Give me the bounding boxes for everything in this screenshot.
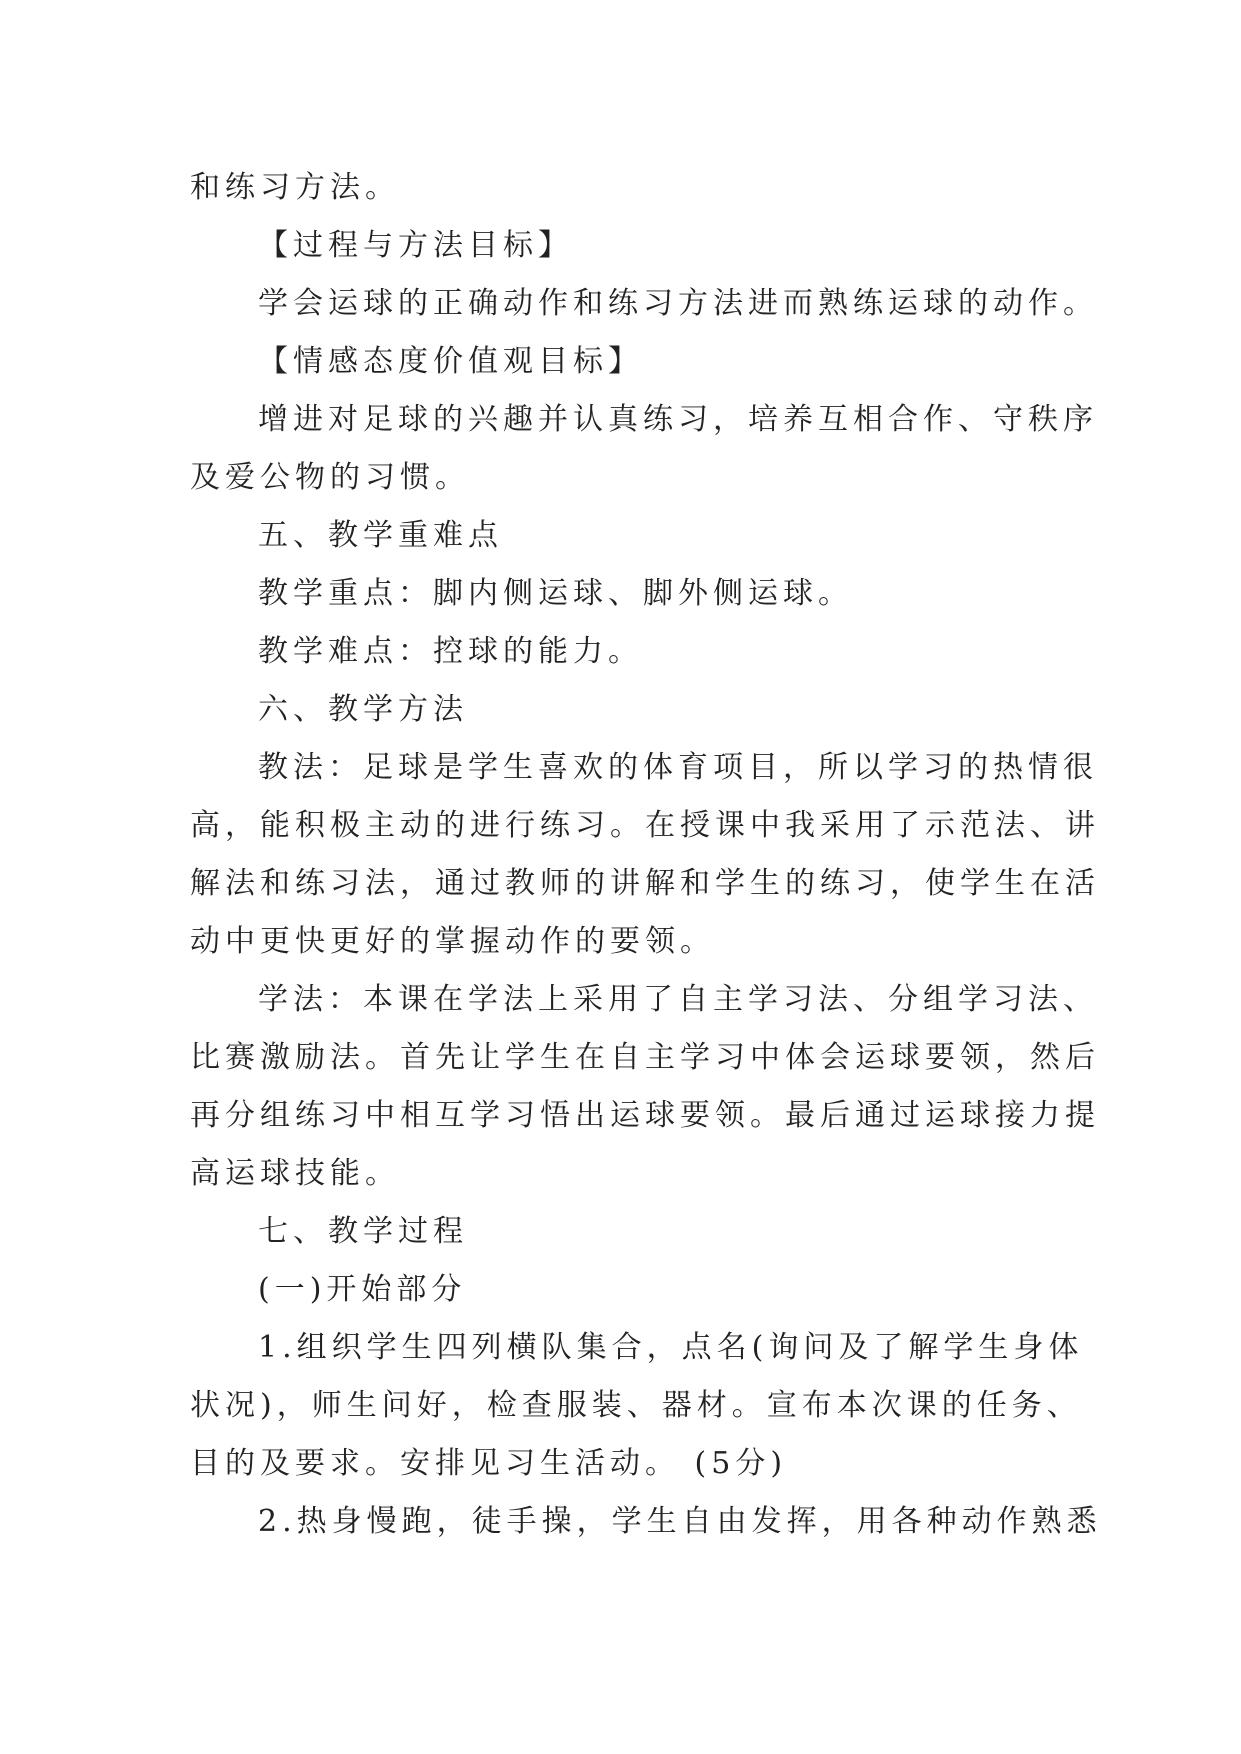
subsection-heading: (一)开始部分 — [258, 1272, 467, 1307]
text-line: 1.组织学生四列横队集合，点名(询问及了解学生身体 — [258, 1330, 1084, 1365]
document-body — [190, 159, 1102, 1551]
text-line: 高，能积极主动的进行练习。在授课中我采用了示范法、讲 — [190, 808, 1100, 843]
section-heading: 【过程与方法目标】 — [258, 228, 573, 263]
text-line: 教学重点：脚内侧运球、脚外侧运球。 — [258, 576, 853, 611]
text-line: 教法：足球是学生喜欢的体育项目，所以学习的热情很 — [258, 750, 1098, 785]
section-heading: 六、教学方法 — [258, 692, 468, 727]
text-line: 解法和练习法，通过教师的讲解和学生的练习，使学生在活 — [190, 866, 1100, 901]
text-line: 及爱公物的习惯。 — [190, 460, 470, 495]
section-heading: 七、教学过程 — [258, 1214, 468, 1249]
text-line: 教学难点：控球的能力。 — [258, 634, 643, 669]
text-line: 比赛激励法。首先让学生在自主学习中体会运球要领，然后 — [190, 1040, 1100, 1075]
text-line: 状况)，师生问好，检查服装、器材。宣布本次课的任务、 — [190, 1388, 1082, 1423]
text-line: 再分组练习中相互学习悟出运球要领。最后通过运球接力提 — [190, 1098, 1100, 1133]
text-line: 和练习方法。 — [190, 170, 400, 205]
section-heading: 【情感态度价值观目标】 — [258, 344, 643, 379]
text-line: 高运球技能。 — [190, 1156, 400, 1191]
text-line: 动中更快更好的掌握动作的要领。 — [190, 924, 715, 959]
text-line: 学会运球的正确动作和练习方法进而熟练运球的动作。 — [258, 286, 1098, 321]
section-heading: 五、教学重难点 — [258, 518, 503, 553]
text-line: 2.热身慢跑，徒手操，学生自由发挥，用各种动作熟悉 — [258, 1504, 1102, 1539]
text-line: 增进对足球的兴趣并认真练习，培养互相合作、守秩序 — [258, 402, 1098, 437]
text-line: 学法：本课在学法上采用了自主学习法、分组学习法、 — [258, 982, 1098, 1017]
text-line: 目的及要求。安排见习生活动。 (5分) — [190, 1446, 788, 1481]
